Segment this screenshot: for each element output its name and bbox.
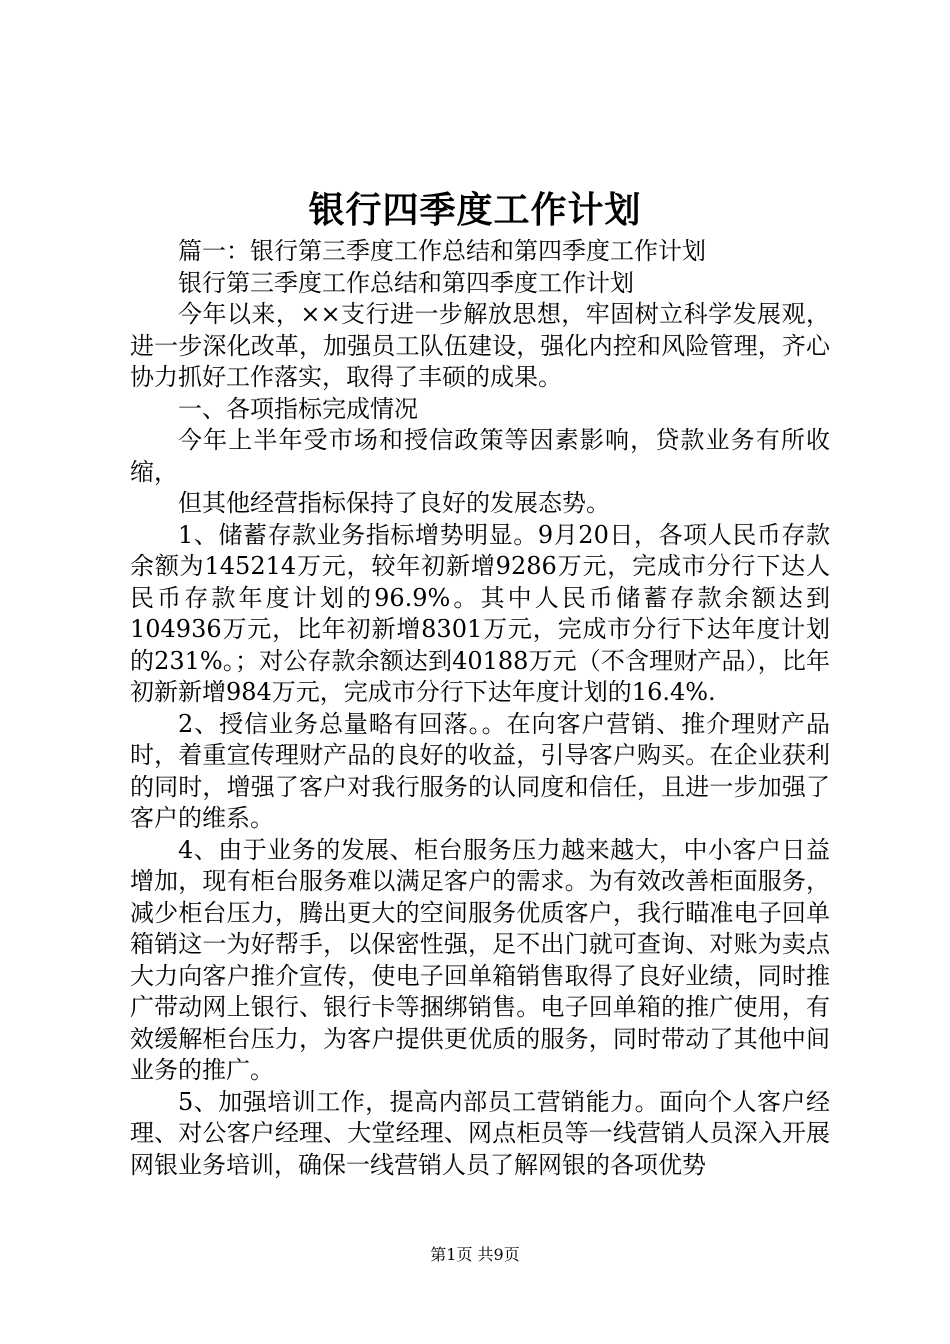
section-heading-indicators: 一、各项指标完成情况 xyxy=(178,394,418,423)
paragraph-item-2: 2、授信业务总量略有回落。。在向客户营销、推介理财产品时，着重宣传理财产品的良好的收益，引导客户购买。在企业获利的同时，增强了客户对我行服务的认同度和信任，且进一步加强了客户的维系。 xyxy=(130,709,830,832)
paragraph-heading-2: 银行第三季度工作总结和第四季度工作计划 xyxy=(178,268,634,297)
paragraph-item-5: 5、加强培训工作，提高内部员工营销能力。面向个人客户经理、对公客户经理、大堂经理、网点柜员等一线营销人员深入开展网银业务培训，确保一线营销人员了解网银的各项优势 xyxy=(130,1087,830,1179)
paragraph-heading-1: 篇一：银行第三季度工作总结和第四季度工作计划 xyxy=(178,237,706,265)
paragraph-item-1: 1、储蓄存款业务指标增势明显。9月20日，各项人民币存款余额为145214万元，较年初新增9286万元，完成市分行下达人民币存款年度计划的96.9%。其中人民币储蓄存款余额达到104936万元，比年初新增8301万元，完成市分行下达年度计划的231%。；对公存款余额达到40188万元（不含理财产品），比年初新新增984万元，完成市分行下达年度计划的16.4%. xyxy=(130,520,830,706)
paragraph-trend: 但其他经营指标保持了良好的发展态势。 xyxy=(178,489,610,517)
document-title: 银行四季度工作计划 xyxy=(308,189,642,231)
paragraph-intro: 今年以来，××支行进一步解放思想，牢固树立科学发展观，进一步深化改革，加强员工队伍建设，强化内控和风险管理，齐心协力抓好工作落实，取得了丰硕的成果。 xyxy=(130,300,830,391)
paragraph-item-4: 4、由于业务的发展、柜台服务压力越来越大，中小客户日益增加，现有柜台服务难以满足客户的需求。为有效改善柜面服务，减少柜台压力，腾出更大的空间服务优质客户，我行瞄准电子回单箱销这一为好帮手，以保密性强，足不出门就可查询、对账为卖点大力向客户推介宣传，使电子回单箱销售取得了良好业绩，同时推广带动网上银行、银行卡等捆绑销售。电子回单箱的推广使用，有效缓解柜台压力，为客户提供更优质的服务，同时带动了其他中间业务的推广。 xyxy=(130,835,830,1084)
paragraph-loans: 今年上半年受市场和授信政策等因素影响，贷款业务有所收缩， xyxy=(130,426,830,486)
document-body xyxy=(130,236,830,1181)
page-footer: 第1页 共9页 xyxy=(430,1245,520,1264)
